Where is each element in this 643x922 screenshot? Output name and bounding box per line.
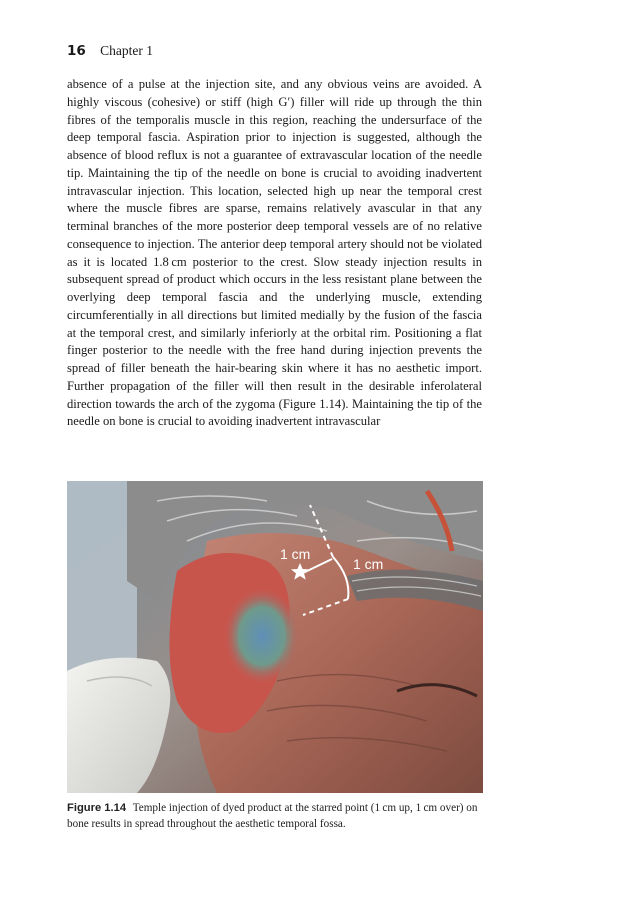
chapter-title: Chapter 1 — [100, 43, 153, 58]
dye-spread — [224, 588, 300, 684]
page-number: 16 — [67, 43, 86, 59]
temple-injection-photo — [67, 481, 483, 793]
caption-label: Figure 1.14 — [67, 802, 127, 814]
figure-photo — [67, 481, 483, 793]
annotation-1cm-over: 1 cm — [353, 556, 384, 572]
annotation-1cm-up: 1 cm — [280, 546, 311, 562]
caption-text: Temple injection of dyed product at the starred point (1 cm up, 1 cm over) on bone results in spread throughout the aesthetic temporal fossa. — [67, 802, 478, 830]
body-paragraph: absence of a pulse at the injection site, and any obvious veins are avoided. A highly viscous (cohesive) or stiff (high G′) filler will ride up through the thin fibres of the temporalis muscle in this region, reaching the undersurface of the deep temporal fascia. Aspiration prior to injection is suggested, although the absence of blood reflux is not a guarantee of extravascular location of the needle tip. Maintaining the tip of the needle on bone is crucial to avoiding inadvertent intravascular injection. This location, selected high up near the temporal crest where the muscle fibres are sparse, remains relatively avascular in that any terminal branches of the more posterior deep temporal vessels are of no relative consequence to injection. The anterior deep temporal artery should not be violated as it is located 1.8 cm posterior to the crest. Slow steady injection results in subsequent spread of product which occurs in the less resistant plane between the overlying deep temporal fascia and the underlying muscle, extending circumferentially in all directions but limited medially by the fusion of the fascia at the temporal crest, and similarly inferiorly at the orbital rim. Positioning a flat finger posterior to the needle with the free hand during injection prevents the spread of filler beneath the hair-bearing skin where it has no aesthetic import. Further propagation of the filler will then result in the desirable inferolateral direction towards the arch of the zygoma (Figure 1.14). Maintaining the tip of the needle on bone is crucial to avoiding inadvertent intravascular — [67, 77, 482, 429]
figure-caption — [67, 800, 483, 832]
running-header — [67, 43, 153, 59]
